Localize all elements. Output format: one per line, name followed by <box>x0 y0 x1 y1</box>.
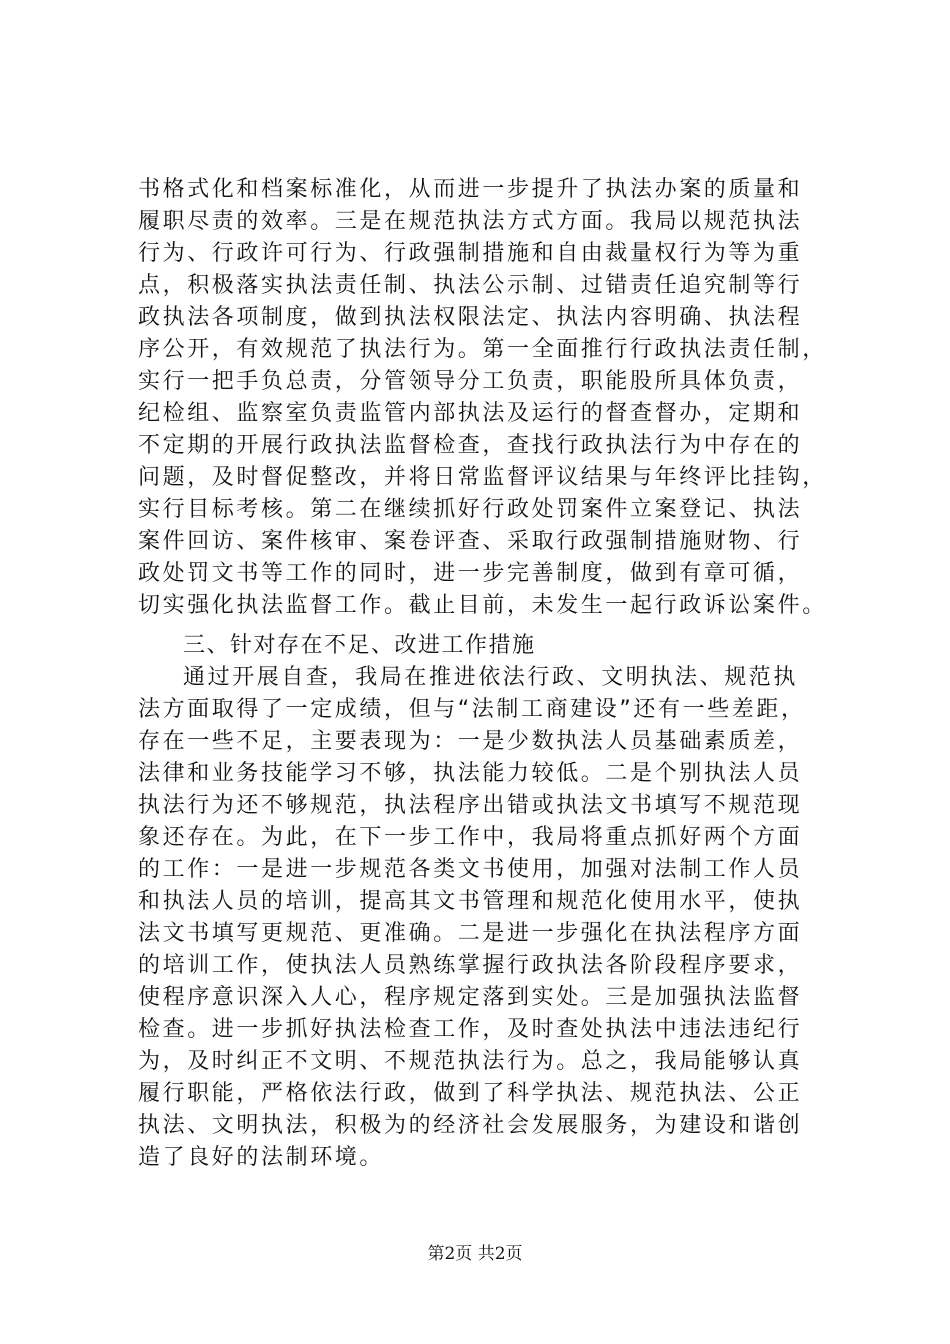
text-line: 书格式化和档案标准化，从而进一步提升了执法办案的质量和 <box>138 177 803 202</box>
text-line: 执法行为还不够规范，执法程序出错或执法文书填写不规范现 <box>138 793 803 818</box>
text-line: 实行一把手负总责，分管领导分工负责，职能股所具体负责， <box>138 369 803 394</box>
text-line: 存在一些不足，主要表现为：一是少数执法人员基础素质差， <box>138 729 803 754</box>
text-line: 为，及时纠正不文明、不规范执法行为。总之，我局能够认真 <box>138 1049 803 1074</box>
text-line: 案件回访、案件核审、案卷评查、采取行政强制措施财物、行 <box>138 529 803 554</box>
text-line: 通过开展自查，我局在推进依法行政、文明执法、规范执 <box>183 665 799 690</box>
text-line: 政执法各项制度，做到执法权限法定、执法内容明确、执法程 <box>138 305 803 330</box>
text-line: 造了良好的法制环境。 <box>138 1145 385 1170</box>
text-line: 实行目标考核。第二在继续抓好行政处罚案件立案登记、执法 <box>138 497 803 522</box>
text-line: 问题，及时督促整改，并将日常监督评议结果与年终评比挂钩， <box>138 465 827 490</box>
text-line: 执法、文明执法，积极为的经济社会发展服务，为建设和谐创 <box>138 1113 803 1138</box>
text-line: 使程序意识深入人心，程序规定落到实处。三是加强执法监督 <box>138 985 803 1010</box>
text-line: 行为、行政许可行为、行政强制措施和自由裁量权行为等为重 <box>138 241 803 266</box>
text-line: 切实强化执法监督工作。截止目前，未发生一起行政诉讼案件。 <box>138 593 827 618</box>
text-line: 履职尽责的效率。三是在规范执法方式方面。我局以规范执法 <box>138 209 803 234</box>
text-line: 政处罚文书等工作的同时，进一步完善制度，做到有章可循， <box>138 561 803 586</box>
text-line: 序公开，有效规范了执法行为。第一全面推行行政执法责任制， <box>138 337 827 362</box>
text-line: 和执法人员的培训，提高其文书管理和规范化使用水平，使执 <box>138 889 803 914</box>
text-line: 的工作：一是进一步规范各类文书使用，加强对法制工作人员 <box>138 857 803 882</box>
section-heading: 三、针对存在不足、改进工作措施 <box>183 633 536 658</box>
text-line: 法文书填写更规范、更准确。二是进一步强化在执法程序方面 <box>138 921 803 946</box>
text-line: 法方面取得了一定成绩，但与“法制工商建设”还有一些差距， <box>138 697 806 722</box>
text-line: 检查。进一步抓好执法检查工作，及时查处执法中违法违纪行 <box>138 1017 803 1042</box>
text-line: 法律和业务技能学习不够，执法能力较低。二是个别执法人员 <box>138 761 803 786</box>
text-line: 象还存在。为此，在下一步工作中，我局将重点抓好两个方面 <box>138 825 803 850</box>
text-line: 不定期的开展行政执法监督检查，查找行政执法行为中存在的 <box>138 433 803 458</box>
text-line: 纪检组、监察室负责监管内部执法及运行的督查督办，定期和 <box>138 401 803 426</box>
text-line: 点，积极落实执法责任制、执法公示制、过错责任追究制等行 <box>138 273 803 298</box>
text-line: 的培训工作，使执法人员熟练掌握行政执法各阶段程序要求， <box>138 953 803 978</box>
text-line: 履行职能，严格依法行政，做到了科学执法、规范执法、公正 <box>138 1081 803 1106</box>
page-number: 第2页 共2页 <box>427 1244 523 1264</box>
